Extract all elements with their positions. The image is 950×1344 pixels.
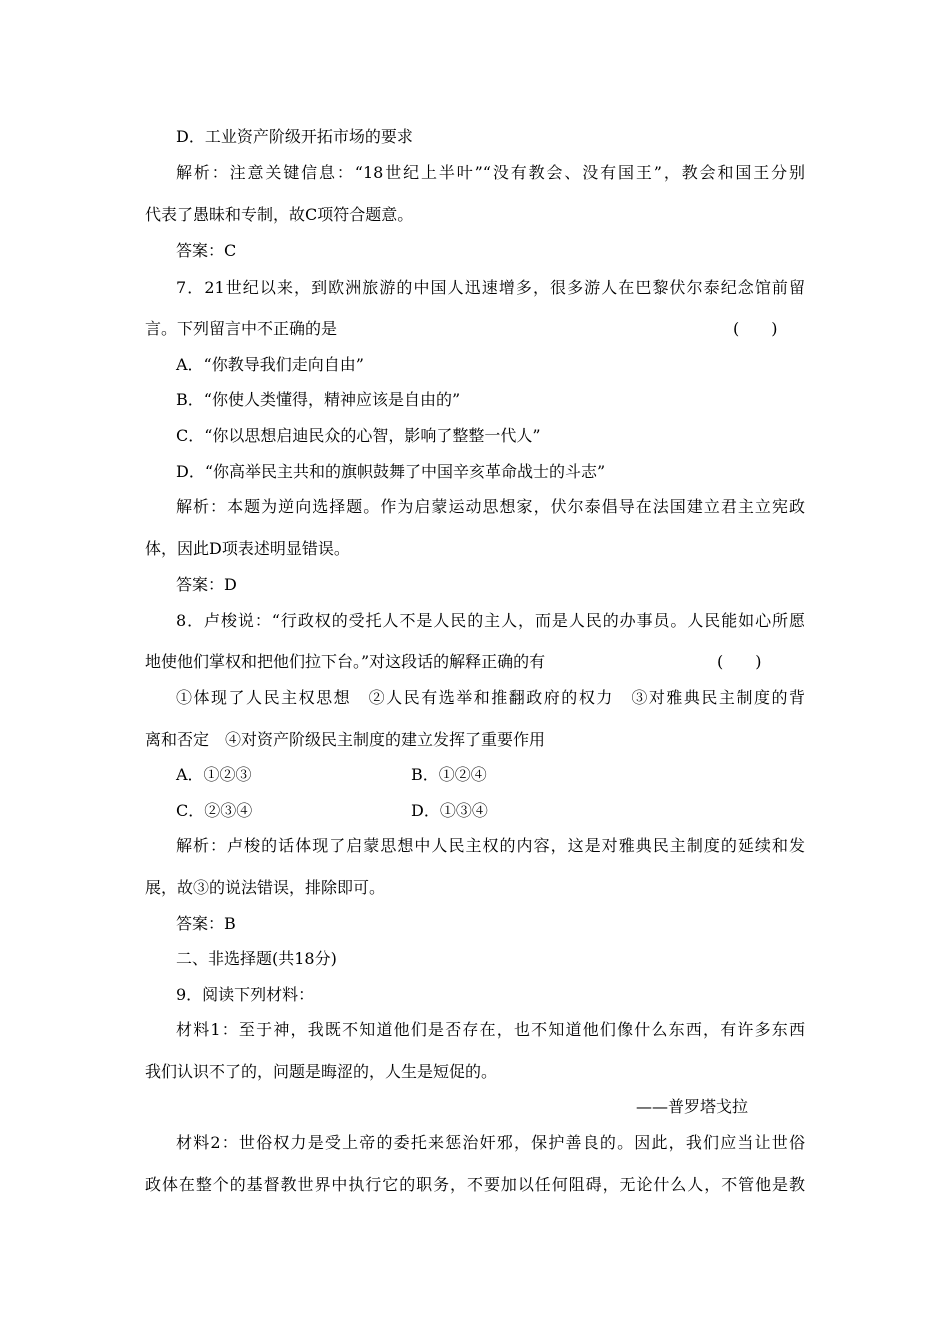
q8-analysis-line2: 展，故③的说法错误，排除即可。 <box>145 878 386 897</box>
q8-option-a: A．①②③ <box>176 765 252 784</box>
section2-heading: 二、非选择题(共18分) <box>176 949 337 968</box>
q7-option-b: B．“你使人类懂得，精神应该是自由的” <box>176 390 461 409</box>
q8-items-line2: 离和否定 ④对资产阶级民主制度的建立发挥了重要作用 <box>145 730 546 749</box>
q8-option-d: D．①③④ <box>411 801 488 820</box>
q7-option-a: A．“你教导我们走向自由” <box>176 355 364 374</box>
q6-answer: 答案：C <box>176 241 237 260</box>
q8-stem-line1: 8．卢梭说：“行政权的受托人不是人民的主人，而是人民的办事员。人民能如心所愿 <box>176 611 805 630</box>
q7-answer: 答案：D <box>176 575 237 594</box>
q6-analysis-line1: 解析：注意关键信息：“18世纪上半叶”“没有教会、没有国王”，教会和国王分别 <box>176 163 805 182</box>
q8-option-c: C．②③④ <box>176 801 253 820</box>
q7-stem-line2: 言。下列留言中不正确的是 <box>145 319 338 338</box>
q8-analysis-line1: 解析：卢梭的话体现了启蒙思想中人民主权的内容，这是对雅典民主制度的延续和发 <box>176 836 805 855</box>
q9-stem: 9．阅读下列材料： <box>176 985 315 1004</box>
q8-items-line1: ①体现了人民主权思想 ②人民有选举和推翻政府的权力 ③对雅典民主制度的背 <box>176 688 805 707</box>
q7-analysis-line1: 解析：本题为逆向选择题。作为启蒙运动思想家，伏尔泰倡导在法国建立君主立宪政 <box>176 497 805 516</box>
q8-option-b: B．①②④ <box>411 765 487 784</box>
q9-material2-line2: 政体在整个的基督教世界中执行它的职务，不要加以任何阻碍，无论什么人，不管他是教 <box>145 1175 805 1194</box>
q9-material2-line1: 材料2：世俗权力是受上帝的委托来惩治奸邪，保护善良的。因此，我们应当让世俗 <box>176 1133 805 1152</box>
q8-stem-line2: 地使他们掌权和把他们拉下台。”对这段话的解释正确的有 <box>145 652 546 671</box>
q8-answer-bracket: ( ) <box>717 652 762 671</box>
q7-answer-bracket: ( ) <box>733 319 778 338</box>
q6-option-d: D．工业资产阶级开拓市场的要求 <box>176 127 413 146</box>
q9-material1-line1: 材料1：至于神，我既不知道他们是否存在，也不知道他们像什么东西，有许多东西 <box>176 1020 805 1039</box>
q9-material1-line2: 我们认识不了的，问题是晦涩的，人生是短促的。 <box>145 1062 498 1081</box>
q7-option-d: D．“你高举民主共和的旗帜鼓舞了中国辛亥革命战士的斗志” <box>176 462 606 481</box>
q6-analysis-line2: 代表了愚昧和专制，故C项符合题意。 <box>145 205 414 224</box>
q7-option-c: C．“你以思想启迪民众的心智，影响了整整一代人” <box>176 426 541 445</box>
q7-analysis-line2: 体，因此D项表述明显错误。 <box>145 539 350 558</box>
q9-material1-source: ——普罗塔戈拉 <box>636 1097 749 1116</box>
q8-answer: 答案：B <box>176 914 236 933</box>
q7-stem-line1: 7．21世纪以来，到欧洲旅游的中国人迅速增多，很多游人在巴黎伏尔泰纪念馆前留 <box>176 278 805 297</box>
